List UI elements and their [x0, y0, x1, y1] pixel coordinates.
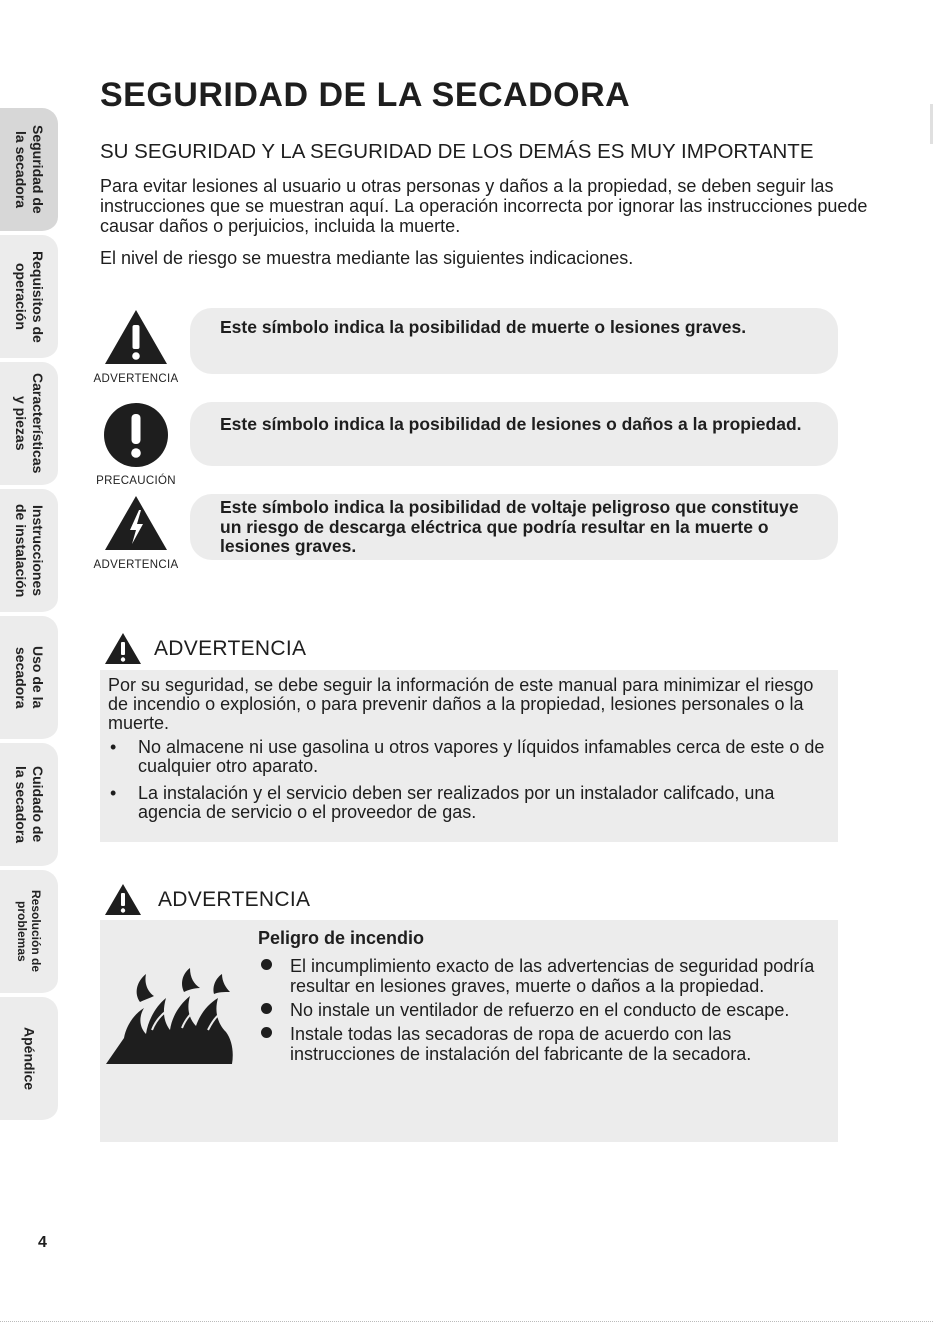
page-title: SEGURIDAD DE LA SECADORA: [100, 76, 631, 114]
tab-seguridad[interactable]: [0, 108, 58, 233]
list-item: • La instalación y el servicio deben ser realizados por un instalador califcado, una agencia de servicio o el proveedor de gas.: [110, 783, 775, 822]
fire-hazard-icon: [104, 968, 236, 1073]
symbol-caption: ADVERTENCIA: [93, 373, 179, 385]
warning-header: [104, 632, 306, 665]
list-item: No instale un ventilador de refuerzo en el conducto de escape.: [258, 1000, 833, 1020]
symbol-description: Este símbolo indica la posibilidad de lesiones o daños a la propiedad.: [190, 402, 838, 466]
tab-label: Cuidado de la secadora: [13, 765, 46, 844]
warning-box-fire: [100, 920, 838, 1142]
warning-label: ADVERTENCIA: [154, 636, 307, 660]
warning-list: [258, 956, 833, 1064]
list-item: El incumplimiento exacto de las advertencias de seguridad podría resultar en lesiones graves, muerte o daños a la propiedad.: [258, 956, 833, 996]
fire-warning-title: Peligro de incendio: [258, 928, 425, 948]
symbol-description: Este símbolo indica la posibilidad de voltaje peligroso que constituye un riesgo de descarga eléctrica que podría resultar en la muerte o lesiones graves.: [190, 494, 838, 560]
list-item: Instale todas las secadoras de ropa de acuerdo con las instrucciones de instalación del fabricante de la secadora.: [258, 1024, 833, 1064]
bottom-rule: [0, 1321, 933, 1322]
tab-label: Resolución de problemas: [15, 890, 43, 973]
electric-shock-triangle-icon: [86, 494, 186, 571]
fire-warning-content: [258, 928, 833, 1068]
warning-triangle-icon: [104, 632, 142, 665]
symbol-caption: ADVERTENCIA: [93, 559, 179, 571]
list-item: • No almacene ni use gasolina u otros vapores y líquidos infamables cerca de este o de cualquier otro aparato.: [110, 737, 825, 776]
tab-uso[interactable]: [0, 616, 58, 741]
tab-label: Requisitos de operación: [13, 250, 46, 343]
page-subtitle: SU SEGURIDAD Y LA SEGURIDAD DE LOS DEMÁS ES MUY IMPORTANTE: [100, 140, 814, 163]
symbol-caption: PRECAUCIÓN: [96, 475, 176, 487]
tab-label: Apéndice: [21, 1026, 38, 1090]
caution-circle-icon: [86, 402, 186, 487]
tab-label: Uso de la secadora: [13, 646, 46, 709]
tab-requisitos[interactable]: [0, 235, 58, 360]
tab-label: Seguridad de la secadora: [13, 125, 46, 214]
tab-apendice[interactable]: [0, 997, 58, 1122]
symbol-row-caution: [86, 402, 838, 486]
warning-triangle-icon: [86, 308, 186, 385]
tab-resolucion[interactable]: [0, 870, 58, 995]
warning-intro: Por su seguridad, se debe seguir la información de este manual para minimizar el riesgo de incendio o explosión, o para prevenir daños a la propiedad, lesiones personales o la muerte.: [108, 675, 814, 733]
symbol-description: Este símbolo indica la posibilidad de muerte o lesiones graves.: [190, 308, 838, 374]
page-number: 4: [38, 1234, 47, 1251]
tab-label: Características y piezas: [13, 373, 46, 474]
symbol-row-electric: [86, 494, 838, 570]
warning-header: [104, 883, 310, 916]
tab-instrucciones[interactable]: [0, 489, 58, 614]
symbol-row-warning: [86, 308, 838, 385]
warning-box-general: [100, 670, 838, 842]
warning-label: ADVERTENCIA: [158, 887, 311, 911]
tab-caracteristicas[interactable]: [0, 362, 58, 487]
intro-paragraph: Para evitar lesiones al usuario u otras personas y daños a la propiedad, se deben seguir las instrucciones que se muestran aquí. La operación incorrecta por ignorar las instrucciones puede causar daños o perjuicios, incluida la muerte.: [100, 176, 868, 236]
warning-list: [108, 738, 828, 822]
warning-triangle-icon: [104, 883, 142, 916]
risk-level-text: El nivel de riesgo se muestra mediante las siguientes indicaciones.: [100, 248, 634, 268]
tab-label: Instrucciones de instalación: [13, 503, 46, 598]
tab-cuidado[interactable]: [0, 743, 58, 868]
